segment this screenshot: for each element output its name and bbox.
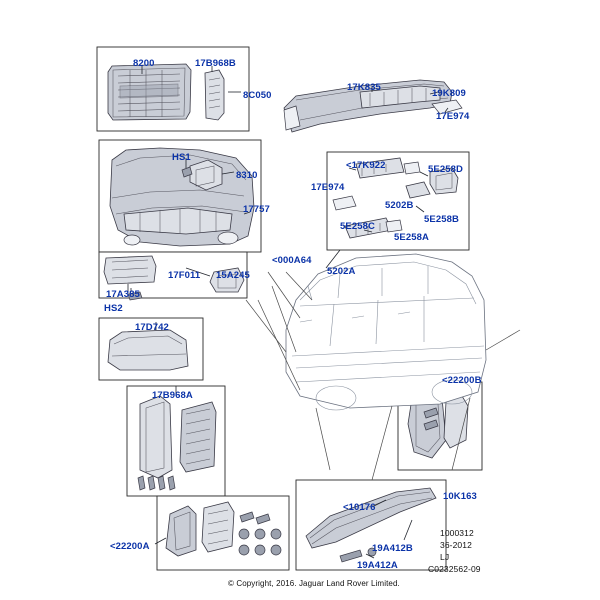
part-number-label[interactable]: 5E258D <box>428 164 463 175</box>
part-number-label[interactable]: 8200 <box>133 58 155 69</box>
meta-line-2: 36-2012 <box>440 540 472 550</box>
part-number-label[interactable]: 17D742 <box>135 322 169 333</box>
group-17b968a <box>127 386 225 496</box>
meta-line-4: C0232562-09 <box>428 564 481 574</box>
part-number-label[interactable]: 17757 <box>243 204 270 215</box>
part-number-label[interactable]: 5E258C <box>340 221 375 232</box>
part-number-label[interactable]: <10176 <box>343 502 376 513</box>
part-number-label[interactable]: 5202B <box>385 200 414 211</box>
part-number-label[interactable]: HS1 <box>172 152 191 163</box>
part-number-label[interactable]: 15A245 <box>216 270 250 281</box>
group-side-moulding <box>296 480 446 570</box>
part-number-label[interactable]: 19K809 <box>432 88 466 99</box>
group-22200a <box>155 496 289 570</box>
part-number-label[interactable]: <000A64 <box>272 255 312 266</box>
part-number-label[interactable]: <22200A <box>110 541 150 552</box>
part-number-label[interactable]: <22200B <box>442 375 482 386</box>
vehicle-illustration <box>286 254 486 410</box>
meta-line-1: 1000312 <box>440 528 474 538</box>
part-number-label[interactable]: 17E974 <box>436 111 470 122</box>
part-number-label[interactable]: HS2 <box>104 303 123 314</box>
part-number-label[interactable]: 17F011 <box>168 270 201 281</box>
part-number-label[interactable]: 5E258B <box>424 214 459 225</box>
part-number-label[interactable]: <17K922 <box>346 160 386 171</box>
meta-line-3: LJ <box>440 552 450 562</box>
part-number-label[interactable]: 17A385 <box>106 289 140 300</box>
part-number-label[interactable]: 10K163 <box>443 491 477 502</box>
part-number-label[interactable]: 5E258A <box>394 232 429 243</box>
part-number-label[interactable]: 19A412A <box>357 560 398 571</box>
part-number-label[interactable]: 19A412B <box>372 543 413 554</box>
part-number-label[interactable]: 17B968A <box>152 390 193 401</box>
part-number-label[interactable]: 5202A <box>327 266 356 277</box>
copyright-notice: © Copyright, 2016. Jaguar Land Rover Limited. <box>228 579 400 588</box>
part-number-label[interactable]: 17E974 <box>311 182 345 193</box>
part-number-label[interactable]: 8C050 <box>243 90 272 101</box>
part-number-label[interactable]: 17K835 <box>347 82 381 93</box>
part-number-label[interactable]: 17B968B <box>195 58 236 69</box>
part-number-label[interactable]: 8310 <box>236 170 258 181</box>
